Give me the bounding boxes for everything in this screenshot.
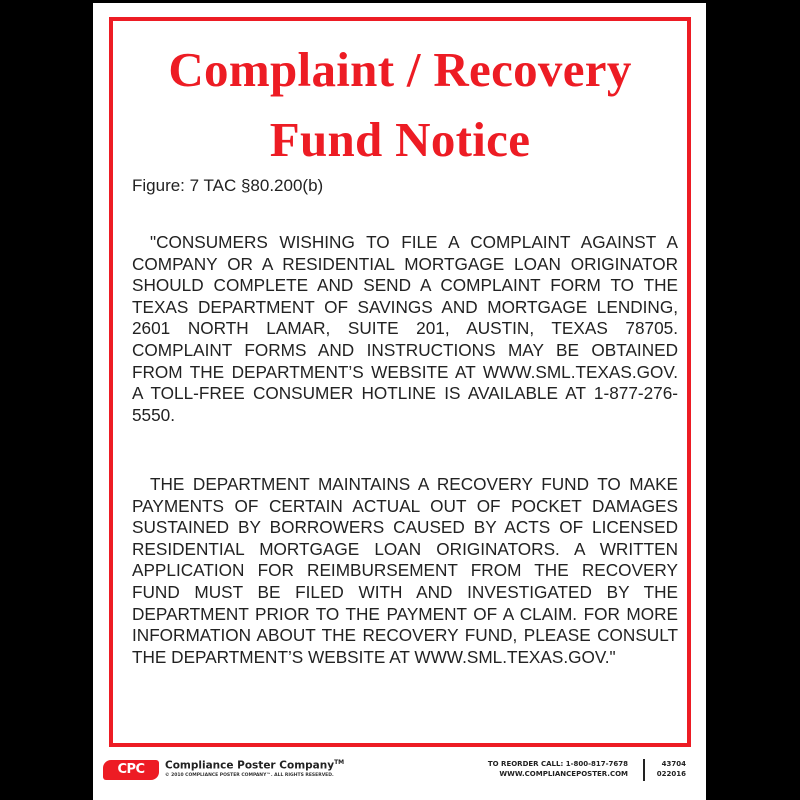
recovery-fund-paragraph bbox=[132, 474, 678, 668]
reorder-website: WWW.COMPLIANCEPOSTER.COM bbox=[499, 770, 628, 778]
reorder-info bbox=[488, 759, 628, 779]
reorder-phone: TO REORDER CALL: 1-800-817-7678 bbox=[487, 760, 628, 768]
brand-name bbox=[165, 759, 344, 772]
revision-code: 022016 bbox=[656, 770, 686, 778]
figure-reference: Figure: 7 TAC §80.200(b) bbox=[132, 176, 324, 195]
cpc-logo-icon: CPC bbox=[103, 760, 159, 780]
title-line-2: Fund Notice bbox=[269, 112, 531, 167]
footer-divider bbox=[643, 759, 645, 781]
red-border-frame bbox=[109, 17, 691, 747]
complaint-paragraph-text: "CONSUMERS WISHING TO FILE A COMPLAINT AGAINST A COMPANY OR A RESIDENTIAL MORTGAGE LOAN ORIGINATOR SHOULD COMPLETE AND SEND A COMPLAINT FORM TO THE TEXAS DEPARTMENT OF SAVINGS AND MORTGAGE LENDING, 2601 NORTH LAMAR, SUITE 201, AUSTIN, TEXAS 78705. COMPLAINT FORMS AND INSTRUCTIONS MAY BE OBTAINED FROM THE DEPARTMENT’S WEBSITE AT WWW.SML.TEXAS.GOV. A TOLL-FREE CONSUMER HOTLINE IS AVAILABLE AT 1-877-276-5550. bbox=[132, 232, 678, 425]
poster-title bbox=[113, 35, 687, 175]
product-codes bbox=[657, 759, 686, 779]
product-code: 43704 bbox=[661, 760, 686, 768]
recovery-fund-paragraph-text: THE DEPARTMENT MAINTAINS A RECOVERY FUND TO MAKE PAYMENTS OF CERTAIN ACTUAL OUT OF POCKET DAMAGES SUSTAINED BY BORROWERS CAUSED BY ACTS OF LICENSED RESIDENTIAL MORTGAGE LOAN ORIGINATORS. A WRITTEN APPLICATION FOR REIMBURSEMENT FROM THE RECOVERY FUND MUST BE FILED WITH AND INVESTIGATED BY THE DEPARTMENT PRIOR TO THE PAYMENT OF A CLAIM. FOR MORE INFORMATION ABOUT THE RECOVERY FUND, PLEASE CONSULT THE DEPARTMENT’S WEBSITE AT WWW.SML.TEXAS.GOV." bbox=[132, 474, 678, 667]
poster-footer bbox=[93, 755, 706, 789]
copyright-notice: © 2010 COMPLIANCE POSTER COMPANY™. ALL RIGHTS RESERVED. bbox=[165, 773, 334, 778]
complaint-paragraph bbox=[132, 232, 678, 426]
title-line-1: Complaint / Recovery bbox=[168, 42, 632, 97]
poster-page bbox=[93, 3, 706, 800]
brand-name-text: Compliance Poster Company bbox=[165, 759, 335, 772]
trademark-mark: TM bbox=[334, 759, 345, 766]
